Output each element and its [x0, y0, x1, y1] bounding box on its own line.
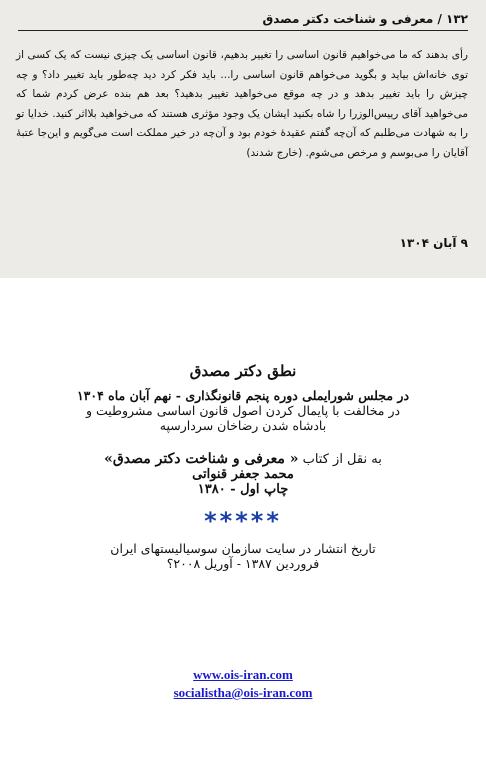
author-name: محمد جعفر قنواتی — [192, 467, 294, 482]
speech-date: ۹ آبان ۱۳۰۴ — [399, 236, 468, 250]
publish-line: تاریخ انتشار در سایت سازمان سوسیالیستهای ایران — [110, 541, 376, 556]
publication-info — [0, 362, 486, 571]
speech-excerpt — [16, 46, 468, 164]
separator-stars: ***** — [204, 507, 282, 535]
source-prefix: به نقل از کتاب — [302, 452, 382, 467]
speech-paragraph: رأی بدهند که ما می‌خواهیم قانون اساسی را تغییر بدهیم، قانون اساسی یک چیزی نیست که یک کسی از توی خانه‌اش بیاید و بگوید می‌خواهم قانون اساسی را... باید فکر کرد دید چه‌طور باید تغییر داد؟ و چه چیزش را باید تغییر بدهد و در چه موقع می‌خواهید تغییر بدهید؟ بعد هم بنده عرض کردم شما که می‌خواهید آقای رییس‌الوزرا را شاه بکنید ایشان یک وجود مؤثری هستند که می‌خواهید بلااثر کنید. خدایا تو را به شهادت می‌طلبم که آن‌چه گفتم عقیدهٔ خودم بود و آن‌چه در خیر مملکت است می‌گویم و این‌جا عتبهٔ آقایان را می‌بوسم و مرخص می‌شوم. (خارج شدند) — [16, 49, 468, 159]
contact-links — [0, 666, 486, 702]
email-link[interactable]: socialistha@ois-iran.com — [173, 685, 313, 700]
scanned-book-page — [0, 0, 486, 278]
edition-line: چاپ اول - ۱۳۸۰ — [197, 482, 289, 497]
session-line: در مجلس شورایملی دوره پنجم قانونگذاری - نهم آبان ماه ۱۳۰۴ — [76, 388, 410, 403]
source-line — [0, 451, 486, 467]
source-book-title: « معرفی و شناخت دکتر مصدق» — [104, 451, 299, 467]
subject-line-continued: بادشاه شدن رضاخان سردارسپه — [159, 418, 327, 433]
subject-line: در مخالفت با پایمال کردن اصول قانون اساسی مشروطیت و — [85, 403, 401, 418]
page-header: ۱۳۲ / معرفی و شناخت دکتر مصدق — [18, 12, 468, 31]
publish-date-line: فروردین ۱۳۸۷ - آوریل ۲۰۰۸؟ — [166, 556, 320, 571]
document-title: نطق دکتر مصدق — [189, 362, 297, 380]
website-link[interactable]: www.ois-iran.com — [193, 667, 293, 682]
